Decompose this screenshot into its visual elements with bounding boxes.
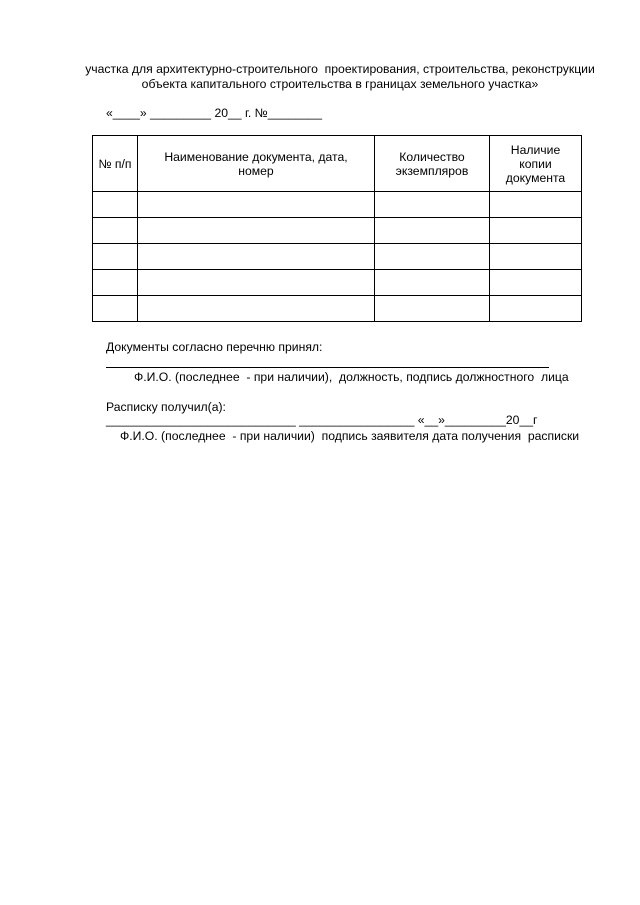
header-number-text: № п/п [98,156,132,171]
receipt-fill-line[interactable]: ____________________________ _________________ «__»_________20__г [106,413,538,427]
cell-copy[interactable] [490,244,582,270]
cell-number[interactable] [93,244,138,270]
cell-number[interactable] [93,296,138,322]
cell-quantity[interactable] [375,192,490,218]
cell-number[interactable] [93,218,138,244]
header-copy [490,136,582,192]
cell-document-name[interactable] [138,270,375,296]
header-number [93,136,138,192]
receipt-caption: Ф.И.О. (последнее - при наличии) подпись заявителя дата получения расписки [120,429,580,443]
intro-line-2: объекта капитального строительства в границах земельного участка» [141,77,539,91]
cell-copy[interactable] [490,192,582,218]
header-quantity [375,136,490,192]
cell-number[interactable] [93,192,138,218]
date-number-line: «____» _________ 20__ г. №________ [106,106,322,120]
table-row [93,296,582,322]
header-document-name-text: Наименование документа, дата, номер [164,149,348,178]
receipt-label: Расписку получил(а): [106,400,226,414]
header-document-name [138,136,375,192]
table-row [93,192,582,218]
cell-document-name[interactable] [138,244,375,270]
cell-quantity[interactable] [375,218,490,244]
cell-document-name[interactable] [138,192,375,218]
table-row [93,244,582,270]
accepted-signature-line[interactable] [106,367,549,368]
accepted-caption: Ф.И.О. (последнее - при наличии), должность, подпись должностного лица [134,370,569,384]
cell-quantity[interactable] [375,296,490,322]
cell-copy[interactable] [490,218,582,244]
cell-copy[interactable] [490,296,582,322]
cell-quantity[interactable] [375,244,490,270]
cell-document-name[interactable] [138,296,375,322]
intro-line-1: участка для архитектурно-строительного проектирования, строительства, реконструкции [85,62,595,76]
cell-number[interactable] [93,270,138,296]
accepted-label: Документы согласно перечню принял: [106,340,323,354]
table-header-row [93,136,582,192]
table-row [93,270,582,296]
cell-quantity[interactable] [375,270,490,296]
cell-document-name[interactable] [138,218,375,244]
header-copy-text: Наличие копии документа [505,142,566,185]
table-row [93,218,582,244]
documents-table [92,135,582,322]
header-quantity-text: Количество экземпляров [395,149,469,178]
cell-copy[interactable] [490,270,582,296]
